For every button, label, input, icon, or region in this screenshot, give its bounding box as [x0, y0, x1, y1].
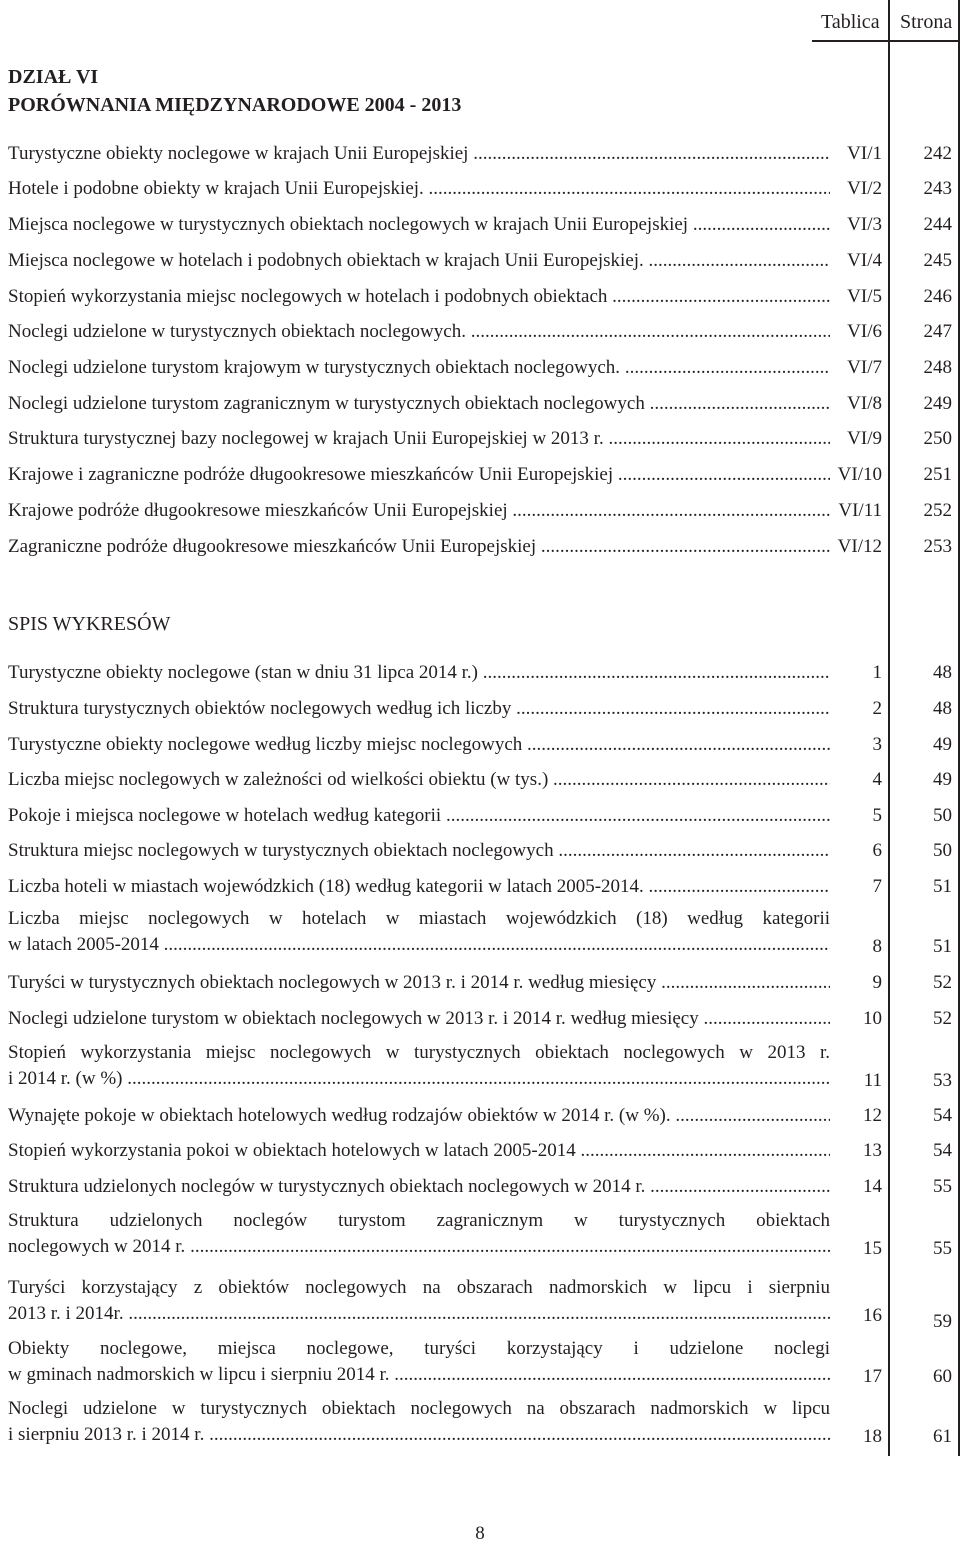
toc-entry-title — [8, 246, 830, 276]
toc-entry-title — [8, 1208, 830, 1260]
toc-entry-table-number: VI/2 — [847, 178, 882, 199]
toc-entry-page-number: 53 — [933, 1070, 952, 1091]
toc-entry-page-number: 249 — [923, 393, 952, 414]
toc-entry-line: Liczba miejsc noclegowych w hotelach w miastach wojewódzkich (18) według kategorii — [8, 908, 830, 929]
toc-entry-table-number: VI/11 — [838, 500, 882, 521]
toc-entry-table-number: 4 — [872, 769, 882, 790]
header-rule — [812, 40, 958, 42]
toc-entry-line: Hotele i podobne obiekty w krajach Unii Europejskiej. ..... — [8, 174, 830, 204]
toc-entry-title — [8, 1101, 830, 1131]
toc-entry-line: Struktura turystycznej bazy noclegowej w krajach Unii Europejskiej w 2013 r. ..... — [8, 424, 830, 454]
toc-entry-table-number: VI/9 — [847, 428, 882, 449]
toc-entry-title — [8, 174, 830, 204]
toc-entry-title — [8, 460, 830, 490]
toc-entry-page-number: 244 — [923, 214, 952, 235]
toc-entry-line: Struktura udzielonych noclegów turystom zagranicznym w turystycznych obiektach — [8, 1210, 830, 1231]
toc-entry-line: i sierpniu 2013 r. i 2014 r. ..... — [8, 1422, 830, 1448]
toc-entry-page-number: 48 — [933, 698, 952, 719]
toc-entry-title — [8, 317, 830, 347]
toc-entry-page-number: 50 — [933, 805, 952, 826]
toc-entry-page-number: 248 — [923, 357, 952, 378]
toc-entry-title — [8, 872, 830, 902]
toc-entry-title — [8, 765, 830, 795]
toc-entry-line: Miejsca noclegowe w hotelach i podobnych obiektach w krajach Unii Europejskiej. ..... — [8, 246, 830, 276]
charts-title: SPIS WYKRESÓW — [8, 613, 171, 635]
toc-entry-title — [8, 496, 830, 526]
toc-entry-line: Krajowe podróże długookresowe mieszkańców Unii Europejskiej ..... — [8, 496, 830, 526]
toc-entry-page-number: 251 — [923, 464, 952, 485]
toc-entry-table-number: 10 — [863, 1008, 882, 1029]
toc-entry-page-number: 52 — [933, 1008, 952, 1029]
toc-entry-line: Stopień wykorzystania pokoi w obiektach hotelowych w latach 2005-2014 ..... — [8, 1136, 830, 1166]
toc-entry-line: Turyści korzystający z obiektów noclegowych na obszarach nadmorskich w lipcu i sierpniu — [8, 1277, 830, 1298]
toc-entry-table-number: VI/3 — [847, 214, 882, 235]
toc-entry-title — [8, 210, 830, 240]
toc-entry-line: w latach 2005-2014 ..... — [8, 932, 830, 958]
toc-entry-table-number: VI/5 — [847, 286, 882, 307]
toc-entry-page-number: 59 — [933, 1311, 952, 1332]
toc-entry-line: Krajowe i zagraniczne podróże długookresowe mieszkańców Unii Europejskiej ..... — [8, 460, 830, 490]
toc-entry-line: Turystyczne obiekty noclegowe (stan w dniu 31 lipca 2014 r.) ..... — [8, 658, 830, 688]
toc-entry-table-number: VI/12 — [837, 536, 882, 557]
toc-entry-table-number: 16 — [863, 1305, 882, 1326]
toc-entry-title — [8, 1136, 830, 1166]
toc-entry-title — [8, 968, 830, 998]
toc-entry-page-number: 50 — [933, 840, 952, 861]
toc-entry-line: Struktura turystycznych obiektów noclegowych według ich liczby ..... — [8, 694, 830, 724]
toc-entry-table-number: 3 — [872, 734, 882, 755]
toc-entry-title — [8, 353, 830, 383]
header-table-label: Tablica — [821, 11, 880, 33]
toc-entry-page-number: 48 — [933, 662, 952, 683]
toc-entry-line: Turystyczne obiekty noclegowe według liczby miejsc noclegowych ..... — [8, 730, 830, 760]
toc-entry-line: 2013 r. i 2014r. ..... — [8, 1301, 830, 1327]
toc-entry-page-number: 247 — [923, 321, 952, 342]
toc-entry-title — [8, 139, 830, 169]
toc-entry-line: Noclegi udzielone turystom krajowym w turystycznych obiektach noclegowych. ..... — [8, 353, 830, 383]
toc-entry-page-number: 60 — [933, 1366, 952, 1387]
toc-entry-table-number: 5 — [872, 805, 882, 826]
toc-entry-page-number: 55 — [933, 1238, 952, 1259]
toc-entry-table-number: 6 — [872, 840, 882, 861]
toc-entry-line: Liczba miejsc noclegowych w zależności od wielkości obiektu (w tys.) ..... — [8, 765, 830, 795]
toc-entry-page-number: 55 — [933, 1176, 952, 1197]
toc-entry-page-number: 242 — [923, 143, 952, 164]
toc-entry-table-number: 2 — [872, 698, 882, 719]
toc-entry-page-number: 51 — [933, 876, 952, 897]
toc-entry-table-number: 9 — [872, 972, 882, 993]
toc-entry-table-number: VI/10 — [837, 464, 882, 485]
page-number: 8 — [475, 1523, 485, 1544]
toc-entry-line: Wynajęte pokoje w obiektach hotelowych według rodzajów obiektów w 2014 r. (w %). ..... — [8, 1101, 830, 1131]
toc-entry-line: i 2014 r. (w %) ..... — [8, 1066, 830, 1092]
toc-entry-page-number: 61 — [933, 1426, 952, 1447]
toc-entry-page-number: 49 — [933, 734, 952, 755]
toc-entry-title — [8, 1336, 830, 1388]
toc-entry-line: Liczba hoteli w miastach wojewódzkich (18) według kategorii w latach 2005-2014. ..... — [8, 872, 830, 902]
toc-entry-line: Stopień wykorzystania miejsc noclegowych w hotelach i podobnych obiektach ..... — [8, 282, 830, 312]
toc-entry-line: noclegowych w 2014 r. ..... — [8, 1234, 830, 1260]
toc-entry-page-number: 49 — [933, 769, 952, 790]
toc-entry-line: Noclegi udzielone turystom zagranicznym w turystycznych obiektach noclegowych ..... — [8, 389, 830, 419]
toc-entry-line: Struktura udzielonych noclegów w turystycznych obiektach noclegowych w 2014 r. ..... — [8, 1172, 830, 1202]
header-page-label: Strona — [900, 11, 953, 33]
toc-entry-title — [8, 1040, 830, 1092]
toc-entry-table-number: VI/8 — [847, 393, 882, 414]
toc-entry-title — [8, 1396, 830, 1448]
toc-entry-line: Stopień wykorzystania miejsc noclegowych w turystycznych obiektach noclegowych w 2013 r. — [8, 1042, 830, 1063]
toc-entry-table-number: 1 — [872, 662, 882, 683]
toc-entry-title — [8, 1004, 830, 1034]
toc-entry-page-number: 253 — [923, 536, 952, 557]
toc-entry-table-number: 15 — [863, 1238, 882, 1259]
toc-entry-page-number: 245 — [923, 250, 952, 271]
toc-entry-line: Pokoje i miejsca noclegowe w hotelach według kategorii ..... — [8, 801, 830, 831]
section-subtitle: PORÓWNANIA MIĘDZYNARODOWE 2004 - 2013 — [8, 94, 462, 116]
toc-entry-title — [8, 532, 830, 562]
toc-entry-page-number: 51 — [933, 936, 952, 957]
toc-entry-title — [8, 389, 830, 419]
toc-entry-table-number: 14 — [863, 1176, 882, 1197]
section-title: DZIAŁ VI — [8, 66, 99, 88]
toc-entry-page-number: 54 — [933, 1140, 952, 1161]
toc-entry-title — [8, 424, 830, 454]
toc-entry-line: Noclegi udzielone turystom w obiektach noclegowych w 2013 r. i 2014 r. według miesięcy ..... — [8, 1004, 830, 1034]
toc-entry-page-number: 243 — [923, 178, 952, 199]
toc-entry-line: Zagraniczne podróże długookresowe mieszkańców Unii Europejskiej ..... — [8, 532, 830, 562]
toc-entry-title — [8, 694, 830, 724]
toc-entry-table-number: 7 — [872, 876, 882, 897]
toc-entry-page-number: 250 — [923, 428, 952, 449]
toc-entry-table-number: 11 — [863, 1070, 882, 1091]
toc-entry-line: Noclegi udzielone w turystycznych obiektach noclegowych na obszarach nadmorskich w lipcu — [8, 1398, 830, 1419]
toc-entry-line: Turystyczne obiekty noclegowe w krajach Unii Europejskiej ..... — [8, 139, 830, 169]
toc-entry-line: w gminach nadmorskich w lipcu i sierpniu 2014 r. ..... — [8, 1362, 830, 1388]
toc-entry-line: Noclegi udzielone w turystycznych obiektach noclegowych. ..... — [8, 317, 830, 347]
toc-entry-line: Obiekty noclegowe, miejsca noclegowe, turyści korzystający i udzielone noclegi — [8, 1338, 830, 1359]
toc-entry-table-number: 17 — [863, 1366, 882, 1387]
toc-entry-table-number: VI/7 — [847, 357, 882, 378]
toc-entry-title — [8, 836, 830, 866]
toc-entry-title — [8, 906, 830, 958]
toc-entry-line: Turyści w turystycznych obiektach noclegowych w 2013 r. i 2014 r. według miesięcy ..... — [8, 968, 830, 998]
toc-entry-line: Miejsca noclegowe w turystycznych obiektach noclegowych w krajach Unii Europejskiej ..... — [8, 210, 830, 240]
toc-entry-title — [8, 801, 830, 831]
toc-entry-page-number: 52 — [933, 972, 952, 993]
toc-entry-title — [8, 1275, 830, 1327]
toc-entry-table-number: 12 — [863, 1105, 882, 1126]
column-divider-table — [888, 0, 890, 1456]
toc-entry-title — [8, 282, 830, 312]
toc-entry-title — [8, 730, 830, 760]
toc-entry-page-number: 246 — [923, 286, 952, 307]
toc-entry-table-number: 13 — [863, 1140, 882, 1161]
toc-entry-title — [8, 658, 830, 688]
toc-entry-title — [8, 1172, 830, 1202]
toc-entry-table-number: VI/4 — [847, 250, 882, 271]
toc-entry-table-number: VI/1 — [847, 143, 882, 164]
toc-entry-page-number: 54 — [933, 1105, 952, 1126]
toc-entry-table-number: VI/6 — [847, 321, 882, 342]
toc-entry-table-number: 8 — [872, 936, 882, 957]
toc-entry-line: Struktura miejsc noclegowych w turystycznych obiektach noclegowych ..... — [8, 836, 830, 866]
toc-entry-page-number: 252 — [923, 500, 952, 521]
toc-entry-table-number: 18 — [863, 1426, 882, 1447]
